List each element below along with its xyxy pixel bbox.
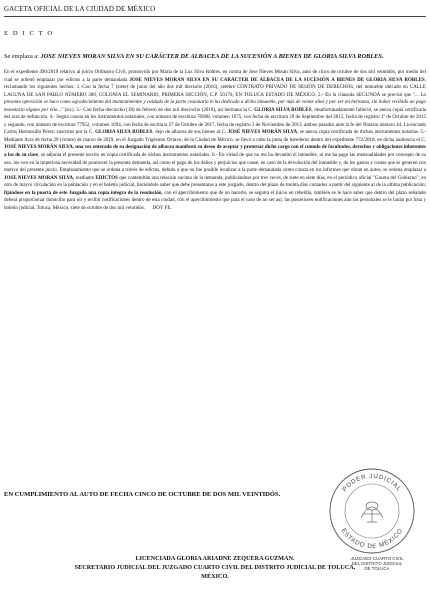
body-text-7: , se adjunta el presente escrito en copia certificada de dichos instrumentos notariales. 6.- En virtud de que no me ha devuelto el inmueble, ni me ha pago las mensualidades por concepto de su uso, me veo en la imperiosa necesidad de promover la presente demanda, así como el pago de los daños y perjuicios que cause, en caso de la devolución del inmueble y, de los gastos y costas que se generen con motivo del presente juicio. Emplazamiento que se ordena a través de edictos, debido a que no fue posible localizar a la parte demandada como consta en los informes que obran en autos, se ordena emplazar a [4,153,426,174]
stamp-line-1: JUZGADO CUARTO CIVIL [350,556,404,561]
court-seal [327,466,417,556]
body-bold-name-4: JOSE NIEVES MORAN SILVA [4,175,74,181]
body-text-2: , reclamando los siguientes hechos: 1.-Con la fecha 7 (siete) de junio del año dos mil dieciséis (2016), celebré CONTRATO PRIVADO DE SESIÓN DE DERECHOS, del inmueble ubicado en CALLE LAGUNA DE SAN PABLO NÚMERO 300, COLONIA EL SEMINARIO, PRIMERA SECCIÓN, C.P. 50170, EN TOLUCA ESTADO DE MÉXICO. 2.- En la cláusula SEGUNDA se precisó que [4,77,426,98]
stamp-line-3: DE TOLUCA [364,566,390,572]
summon-prefix: Se emplaza a: [4,53,41,60]
body-text-5: , dejo de albacea de sus bienes al C. [152,130,228,136]
svg-text:ESTADO DE MÉXICO: ESTADO DE MÉXICO [339,527,405,551]
body-bold-name-1: GLORIA SILVA ROBLES [254,107,312,113]
edicto-title: E D I C T O [4,30,54,37]
body-bold-edictos: EDICTOS [95,175,118,181]
compliance-line: EN CUMPLIMIENTO AL AUTO DE FECHA CINCO DE OCTUBRE DE DOS MIL VEINTIDÓS. [4,491,281,498]
body-quoted-clause: "... La presente operación se hace como agradecimiento del mantenimiento y cuidado de la parte cesionaria le ha dedicado a dicho inmueble, por más de veinte años y por ser mi hermana, sin haber recibido un pago monetario alguno por ello..." [4,92,426,113]
gazette-header: GACETA OFICIAL DE LA CIUDAD DE MÉXICO [4,5,426,17]
body-text-8: , mediante [73,175,96,181]
body-bold-name-2: GLORIA SILVA ROBLES [95,130,153,136]
body-text-9: que contendrán una relación sucinta de la demanda, publicándose por tres veces, de siete en siete días, en el periódico oficial "Gaceta del Gobierno", en otro de mayor circulación en la población y en el boletín judicial, haciéndole saber que debe presentarse a este juzgado, dentro del plazo de treinta días contados a partir del siguiente al de la ultima publicación; [4,175,426,189]
summon-paragraph [4,53,426,61]
body-text-1: En el expediente 490/2019 relativo al juicio Ordinario Civil, promovido por Maria de la Luz Silva Robles, en contra de Jose Nieves Moran Silva, auto de cinco de octubre de dos mil veintidós, por medio del cual se ordenó emplazar por edictos a la parte demandada [4,70,426,83]
body-bold-defendant: JOSE NIEVES MORAN SILVA EN SU CARÁCTER DE ALBACEA DE LA SUCESIÓN A BIENES DE GLORIA SILVA ROBLES [129,77,425,83]
body-text-3: (sic). 3.- Con fecha dieciocho (18) de febrero de dos mil dieciocho (2018), mi hermana la C. [63,107,255,113]
body-text-4: , desafortunadamente falleció, se anexa copia certificada del acta de defunción. 4.- Según consta en los instrumentos notariales, con número de escritura 76968, volumen 1675, con fecha de escritura 29 de Septiembre del 2015, fecha de registro 1º de Octubre de 2015 y segundo, con número de escritura 77952, volumen 1694, con fecha de escritura 27 de Octubre de 2017, fecha de registro 3 de Noviembre de 2013, ambos pasados ante la fe del Notario número 44, Licenciado Carlos Hermosillo Pérez; suscritos por la C. [4,107,426,136]
signatory-title: SECRETARIO JUDICIAL DEL JUZGADO CUARTO CIVIL DEL DISTRITO JUDICIAL DE TOLUCA, [74,564,356,571]
stamp-line-2: DEL DISTRITO JUDICIAL [351,561,403,567]
body-bold-name-3: JOSÉ NIEVES MORÁN SILVA [227,130,298,136]
edict-body [4,69,426,461]
summoned-party-name: JOSE NIEVES MORAN SILVA EN SU CARÁCTER DE ALBACEA DE LA SUCESIÓN A BIENES DE GLORIA SILVA ROBLES. [40,53,384,60]
body-bold-posting: fijándose en la puerta de este Juzgado una copia íntegra de la resolución [4,190,162,196]
svg-text:PODER JUDICIAL: PODER JUDICIAL [341,472,403,494]
body-text-6: , se anexa copia certificada de dichos instrumentos notarias. 5.- Mediante Acta de fecha 20 (veinte) de marzo de 2019, en el Juzgado Trigésimo Octavo, de la Ciudad de México, se llevó a cabo la junta de herederos dentro del expediente 772/2018, en dicha audiencia el C. [4,130,426,143]
signatory-state: MÉXICO. [201,573,229,580]
doy-fe: DOY FE. [152,205,172,211]
body-text-10: , con el apercibimiento que de no hacerlo, se seguirá el juicio en rebeldía, también se le hace saber que dentro del plazo señalado deberá proporcionar domicilio para oír y recibir notificaciones dentro de esta ciudad, con el apercibimiento que para el caso de no ser así, las posteriores notificaciones aún las personales se le harán por lista y boletín judicial. Toluca, México, siete de octubre de dos mil veintidós. [4,190,426,211]
body-bold-acceptance: JOSÉ NIEVES MORÁN SILVA, una vez enterado de su designación de albacea manifestó su deseo de aceptar y protestar dicho cargo con el cumulo de facultades, derechos y obligaciones inherentes a los de su clase [4,145,426,159]
signatory-name: LICENCIADA GLORIA ARIADNE ZEQUERA GUZMAN. [135,555,295,562]
